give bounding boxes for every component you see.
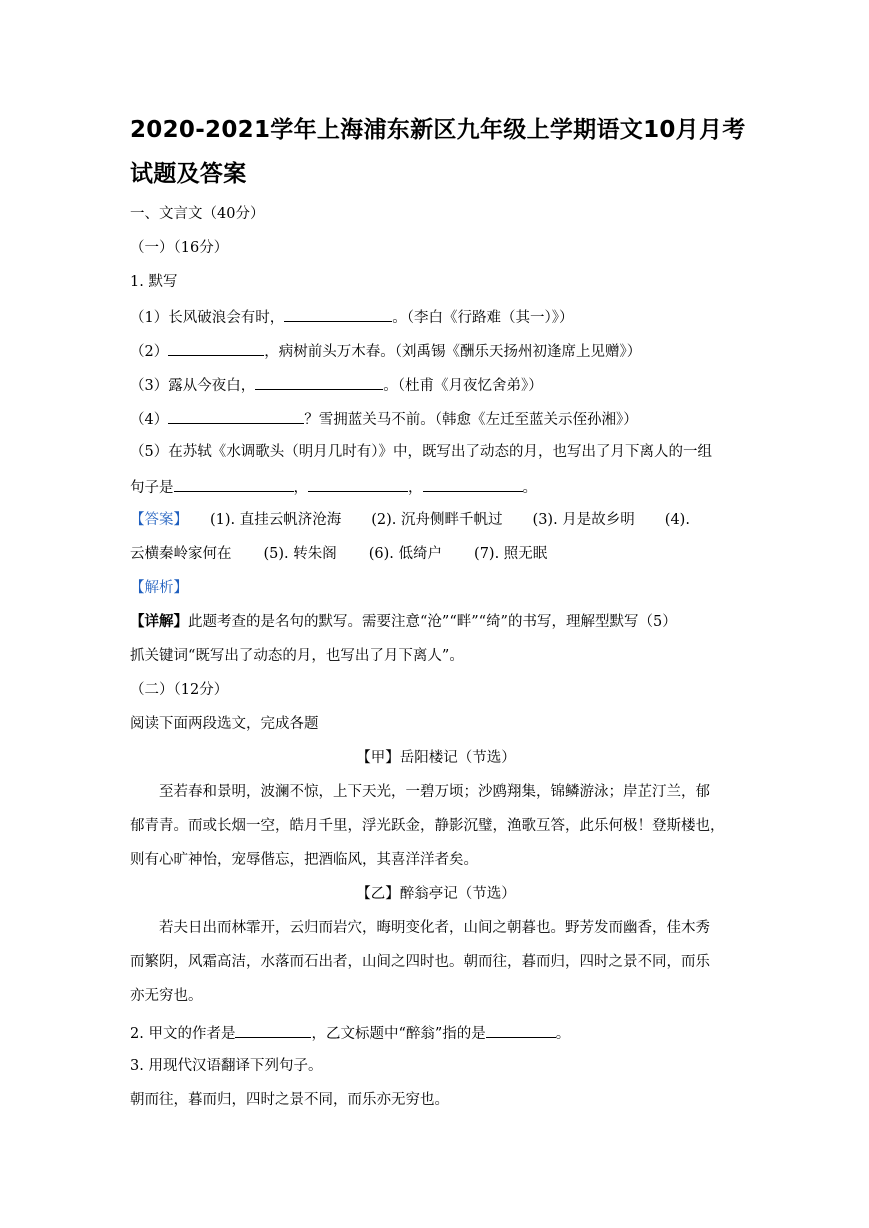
passage-b-title: 【乙】醉翁亭记（节选）	[356, 886, 516, 902]
part-1-heading: （一）（16分）	[130, 240, 229, 256]
separator: ，	[293, 480, 308, 496]
answer-6: (6). 低绮户	[368, 546, 443, 562]
answer-3: (3). 月是故乡明	[532, 512, 635, 528]
passage-a-line: 郁青青。而或长烟一空，皓月千里，浮光跃金，静影沉璧，渔歌互答，此乐何极！登斯楼也，	[130, 818, 725, 834]
dictation-item-3-suffix: 。（杜甫《月夜忆舍弟》）	[383, 378, 543, 394]
answer-blank[interactable]	[284, 306, 392, 322]
passage-b-line: 而繁阴，风霜高洁，水落而石出者，山间之四时也。朝而往，暮而归，四时之景不同，而乐	[130, 954, 710, 970]
dictation-item-3-prefix: （3）露从今夜白，	[130, 378, 256, 394]
answer-5: (5). 转朱阁	[263, 546, 337, 562]
question-2-middle: ，乙文标题中“醉翁”指的是	[311, 1026, 486, 1042]
separator: ，	[408, 480, 423, 496]
passage-a-title: 【甲】岳阳楼记（节选）	[356, 750, 516, 766]
dictation-item-4-prefix: （4）	[130, 412, 169, 428]
document-title-line-1: 2020-2021学年上海浦东新区九年级上学期语文10月月考	[130, 117, 746, 143]
dictation-item-4-suffix: ？雪拥蓝关马不前。（韩愈《左迁至蓝关示侄孙湘》）	[304, 412, 638, 428]
question-3-title: 3. 用现代汉语翻译下列句子。	[130, 1058, 323, 1074]
answer-4-text: 云横秦岭家何在	[130, 546, 232, 562]
analysis-tag: 【解析】	[130, 580, 188, 596]
answer-blank[interactable]	[423, 476, 523, 492]
question-3-sentence: 朝而往，暮而归，四时之景不同，而乐亦无穷也。	[130, 1092, 449, 1108]
analysis-line-2: 抓关键词“既写出了动态的月，也写出了月下离人”。	[130, 648, 464, 664]
dictation-item-4	[130, 408, 742, 430]
passage-b-line: 亦无穷也。	[130, 988, 203, 1004]
dictation-item-3	[130, 374, 742, 396]
answer-blank[interactable]	[486, 1022, 556, 1038]
answer-line-1	[130, 510, 742, 530]
dictation-item-5-line-1: （5）在苏轼《水调歌头（明月几时有）》中，既写出了动态的月，也写出了月下离人的一组	[130, 444, 712, 460]
answer-blank[interactable]	[235, 1022, 311, 1038]
dictation-item-5-line-2	[130, 476, 742, 498]
answer-blank[interactable]	[308, 476, 408, 492]
answer-blank[interactable]	[168, 408, 304, 424]
answer-4-number: (4).	[664, 512, 690, 528]
answer-blank[interactable]	[168, 340, 264, 356]
terminator: 。	[522, 480, 537, 496]
answer-1: (1). 直挂云帆济沧海	[210, 512, 342, 528]
dictation-item-5-prefix: 句子是	[130, 480, 174, 496]
answer-blank[interactable]	[255, 374, 383, 390]
answer-line-2	[130, 544, 742, 564]
passage-a-line: 则有心旷神怡，宠辱偕忘，把酒临风，其喜洋洋者矣。	[130, 852, 478, 868]
dictation-item-1-prefix: （1）长风破浪会有时，	[130, 310, 285, 326]
answer-tag: 【答案】	[130, 512, 188, 528]
dictation-item-2-suffix: ，病树前头万木春。（刘禹锡《酬乐天扬州初逢席上见赠》）	[264, 344, 642, 360]
section-heading: 一、文言文（40分）	[130, 206, 265, 222]
dictation-item-2	[130, 340, 742, 362]
question-2-prefix: 2. 甲文的作者是	[130, 1026, 236, 1042]
answer-7: (7). 照无眠	[474, 546, 548, 562]
answer-blank[interactable]	[174, 476, 294, 492]
answer-2: (2). 沉舟侧畔千帆过	[371, 512, 503, 528]
analysis-text-1: 此题考查的是名句的默写。需要注意“沧”“畔”“绮”的书写，理解型默写（5）	[188, 614, 677, 630]
document-title-line-2: 试题及答案	[130, 161, 247, 187]
passage-b-line: 若夫日出而林霏开，云归而岩穴，晦明变化者，山间之朝暮也。野芳发而幽香，佳木秀	[159, 920, 710, 936]
question-2-end: 。	[555, 1026, 571, 1042]
dictation-item-1	[130, 306, 742, 328]
question-1-title: 1. 默写	[130, 274, 178, 290]
reading-instruction: 阅读下面两段选文，完成各题	[130, 716, 319, 732]
analysis-line-1	[130, 612, 742, 632]
dictation-item-1-suffix: 。（李白《行路难（其一）》）	[392, 310, 574, 326]
part-2-heading: （二）（12分）	[130, 682, 229, 698]
dictation-item-2-prefix: （2）	[130, 344, 169, 360]
passage-a-line: 至若春和景明，波澜不惊，上下天光，一碧万顷；沙鸥翔集，锦鳞游泳；岸芷汀兰，郁	[159, 784, 710, 800]
detail-tag: 【详解】	[130, 613, 188, 630]
question-2	[130, 1022, 742, 1044]
